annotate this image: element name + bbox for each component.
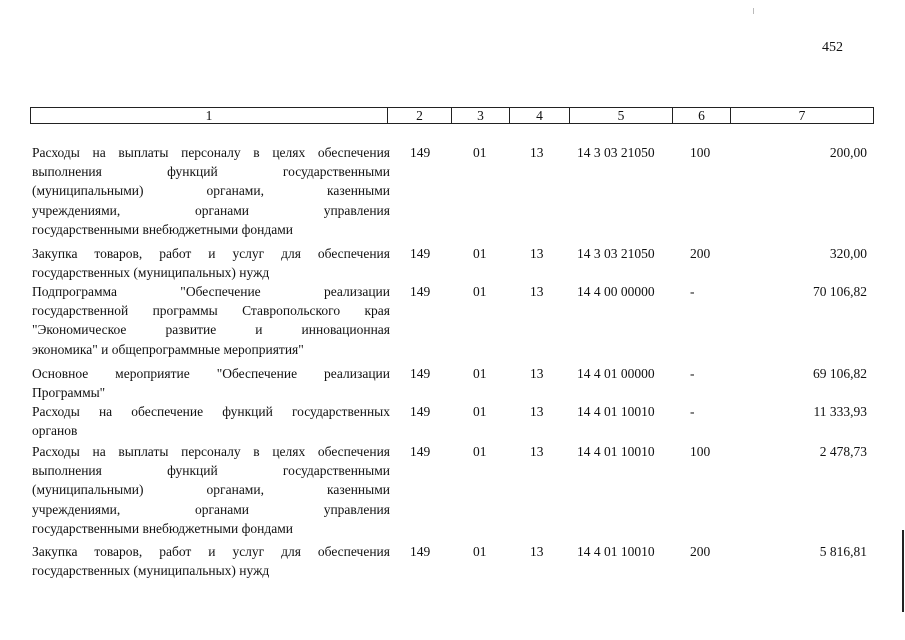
row-cell-c6: 200: [690, 544, 711, 559]
header-col-7: 7: [730, 108, 873, 123]
table-row: [30, 442, 874, 542]
row-cell-c5: 14 4 01 00000: [577, 366, 655, 381]
row-cell-c3: 01: [473, 366, 487, 381]
table-row: [30, 542, 874, 582]
table-row: [30, 402, 874, 442]
row-cell-c5: 14 3 03 21050: [577, 145, 655, 160]
page-number: 452: [822, 40, 843, 55]
row-name-line: государственных (муниципальных) нужд: [32, 265, 270, 281]
header-col-2: 2: [387, 108, 451, 123]
row-name-cell: [32, 542, 390, 580]
row-name-line: выполнения функций государственными: [32, 164, 390, 180]
row-name-line: "Экономическое развитие и инновационная: [32, 322, 390, 338]
header-col-6: 6: [672, 108, 730, 123]
header-col-3: 3: [451, 108, 509, 123]
header-col-5: 5: [569, 108, 672, 123]
row-cell-c7: 2 478,73: [819, 444, 867, 459]
table-row: [30, 282, 874, 364]
row-name-line: (муниципальными) органами, казенными: [32, 482, 390, 498]
row-cell-c7: 200,00: [829, 145, 867, 160]
row-cell-c7: 5 816,81: [819, 544, 867, 559]
row-cell-c6: 200: [690, 246, 711, 261]
row-name-line: учреждениями, органами управления: [32, 202, 390, 218]
header-col-4: 4: [509, 108, 569, 123]
row-cell-c2: 149: [410, 366, 431, 381]
row-name-line: Программы": [32, 385, 106, 401]
row-cell-c5: 14 4 01 10010: [577, 444, 655, 459]
row-name-line: Подпрограмма "Обеспечение реализации: [32, 284, 390, 299]
table-row: [30, 143, 874, 244]
row-name-cell: [32, 143, 390, 239]
row-cell-c5: 14 3 03 21050: [577, 246, 655, 261]
table-row: [30, 244, 874, 282]
row-name-line: органов: [32, 423, 78, 439]
row-cell-c4: 13: [530, 246, 544, 261]
row-cell-c6: -: [690, 404, 695, 419]
row-cell-c4: 13: [530, 444, 544, 459]
row-name-line: государственных (муниципальных) нужд: [32, 563, 270, 579]
row-cell-c4: 13: [530, 366, 544, 381]
row-cell-c7: 70 106,82: [813, 284, 867, 299]
row-cell-c3: 01: [473, 444, 487, 459]
row-cell-c3: 01: [473, 145, 487, 160]
row-name-line: (муниципальными) органами, казенными: [32, 183, 390, 199]
row-cell-c2: 149: [410, 404, 431, 419]
row-cell-c7: 320,00: [829, 246, 867, 261]
row-cell-c7: 11 333,93: [813, 404, 867, 419]
row-name-line: государственной программы Ставропольского края: [32, 303, 390, 319]
budget-table: [30, 107, 874, 579]
row-cell-c4: 13: [530, 404, 544, 419]
row-cell-c6: -: [690, 366, 695, 381]
row-name-line: государственными внебюджетными фондами: [32, 520, 294, 536]
row-cell-c5: 14 4 01 10010: [577, 404, 655, 419]
row-cell-c6: 100: [690, 145, 711, 160]
row-cell-c5: 14 4 00 00000: [577, 284, 655, 299]
row-cell-c4: 13: [530, 544, 544, 559]
row-cell-c7: 69 106,82: [813, 366, 867, 381]
row-cell-c3: 01: [473, 544, 487, 559]
row-name-line: государственными внебюджетными фондами: [32, 221, 294, 237]
table-row: [30, 364, 874, 402]
row-cell-c6: 100: [690, 444, 711, 459]
row-cell-c2: 149: [410, 145, 431, 160]
row-name-cell: [32, 282, 390, 359]
row-cell-c2: 149: [410, 444, 431, 459]
row-name-cell: [32, 244, 390, 282]
row-cell-c4: 13: [530, 284, 544, 299]
row-cell-c2: 149: [410, 246, 431, 261]
row-name-cell: [32, 442, 390, 538]
header-col-1: 1: [205, 108, 213, 123]
row-cell-c5: 14 4 01 10010: [577, 544, 655, 559]
row-cell-c6: -: [690, 284, 695, 299]
row-cell-c2: 149: [410, 284, 431, 299]
row-name-line: Закупка товаров, работ и услуг для обеспечения: [32, 246, 390, 261]
row-name-line: Основное мероприятие "Обеспечение реализации: [32, 366, 390, 381]
row-name-cell: [32, 364, 390, 402]
scan-edge: [902, 530, 904, 612]
row-name-line: выполнения функций государственными: [32, 463, 390, 479]
row-name-line: Расходы на выплаты персоналу в целях обеспечения: [32, 145, 390, 160]
row-cell-c3: 01: [473, 246, 487, 261]
scan-mark: [753, 8, 754, 14]
row-cell-c3: 01: [473, 284, 487, 299]
row-name-line: экономика" и общепрограммные мероприятия": [32, 341, 304, 357]
row-name-line: Закупка товаров, работ и услуг для обеспечения: [32, 544, 390, 559]
row-cell-c3: 01: [473, 404, 487, 419]
row-cell-c4: 13: [530, 145, 544, 160]
table-header-row: [30, 107, 874, 124]
row-name-line: учреждениями, органами управления: [32, 501, 390, 517]
row-name-line: Расходы на обеспечение функций государственных: [32, 404, 390, 419]
row-name-cell: [32, 402, 390, 440]
row-name-line: Расходы на выплаты персоналу в целях обеспечения: [32, 444, 390, 459]
row-cell-c2: 149: [410, 544, 431, 559]
